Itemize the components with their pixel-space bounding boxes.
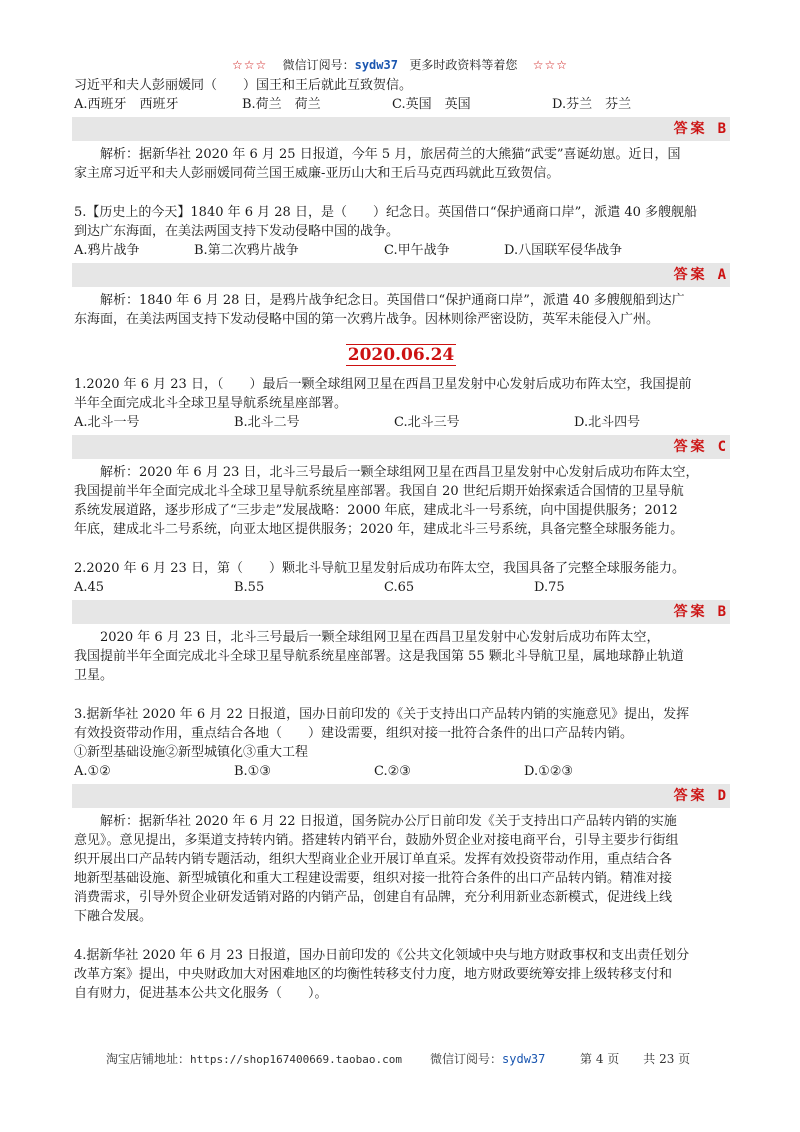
answer-bar bbox=[72, 263, 730, 287]
option-b: B.①③ bbox=[234, 764, 271, 779]
footer-wechat bbox=[430, 1050, 545, 1067]
question-line: ①新型基础设施②新型城镇化③重大工程 bbox=[74, 745, 309, 760]
options-row bbox=[74, 762, 728, 781]
header-stars-right: ☆☆☆ bbox=[532, 58, 568, 72]
question-3 bbox=[74, 705, 728, 926]
options-row bbox=[74, 95, 728, 114]
answer-label: 答案 bbox=[673, 267, 708, 283]
header-slogan: 更多时政资料等着您 bbox=[409, 58, 518, 72]
option-a: A.45 bbox=[74, 580, 105, 595]
question-4 bbox=[74, 946, 728, 1003]
analysis-line: 地新型基础设施、新型城镇化和重大工程建设需要，组织对接一批符合条件的出口产品转内销。精准对接 bbox=[74, 871, 673, 886]
question-line: 4.据新华社 2020 年 6 月 23 日报道，国办日前印发的《公共文化领域中央与地方财政事权和支出责任划分 bbox=[74, 948, 690, 963]
option-a: A.西班牙 西班牙 bbox=[74, 97, 179, 112]
header-wechat-id: sydw37 bbox=[354, 58, 398, 72]
question-5 bbox=[74, 203, 728, 329]
analysis-line: 年底，建成北斗二号系统，向亚太地区提供服务；2020 年，建成北斗三号系统，具备完整全球服务能力。 bbox=[74, 522, 684, 537]
analysis-line: 解析：据新华社 2020 年 6 月 25 日报道，今年 5 月，旅居荷兰的大熊猫“武雯”喜诞幼崽。近日，国 bbox=[100, 147, 681, 162]
answer-value: D bbox=[717, 788, 726, 804]
answer-value: B bbox=[717, 604, 726, 620]
question-line: 半年全面完成北斗全球卫星导航系统星座部署。 bbox=[74, 396, 348, 411]
analysis-line: 我国提前半年全面完成北斗全球卫星导航系统星座部署。我国自 20 世纪后期开始探索适合国情的卫星导航 bbox=[74, 484, 684, 499]
question-line: 3.据新华社 2020 年 6 月 22 日报道，国办日前印发的《关于支持出口产品转内销的实施意见》提出，发挥 bbox=[74, 707, 690, 722]
option-c: C.65 bbox=[384, 580, 415, 595]
analysis-line: 我国提前半年全面完成北斗全球卫星导航系统星座部署。这是我国第 55 颗北斗导航卫星，属地球静止轨道 bbox=[74, 649, 684, 664]
shop-url[interactable]: https://shop167400669.taobao.com bbox=[190, 1053, 402, 1066]
document-body bbox=[74, 76, 728, 1003]
question-1 bbox=[74, 375, 728, 539]
analysis-line: 解析：2020 年 6 月 23 日，北斗三号最后一颗全球组网卫星在西昌卫星发射中心发射后成功布阵太空， bbox=[100, 465, 699, 480]
date-heading bbox=[74, 343, 728, 367]
analysis-line: 解析：1840 年 6 月 28 日，是鸦片战争纪念日。英国借口“保护通商口岸”，派遣 40 多艘舰船到达广 bbox=[100, 293, 685, 308]
answer-label: 答案 bbox=[673, 604, 708, 620]
answer-value: A bbox=[717, 267, 726, 283]
footer-wechat-id: sydw37 bbox=[502, 1052, 546, 1066]
date-heading-text: 2020.06.24 bbox=[347, 345, 455, 365]
page-header bbox=[0, 56, 800, 73]
option-b: B.55 bbox=[234, 580, 265, 595]
question-line: 1.2020 年 6 月 23 日，（ ）最后一颗全球组网卫星在西昌卫星发射中心发射后成功布阵太空，我国提前 bbox=[74, 377, 692, 392]
option-a: A.鸦片战争 bbox=[74, 243, 140, 258]
option-d: D.75 bbox=[534, 580, 565, 595]
question-line: 自有财力，促进基本公共文化服务（ ）。 bbox=[74, 986, 328, 1001]
option-c: C.英国 英国 bbox=[392, 97, 471, 112]
shop-address bbox=[106, 1050, 402, 1067]
question-prev bbox=[74, 76, 728, 183]
footer-wechat-label: 微信订阅号： bbox=[430, 1052, 503, 1066]
option-b: B.荷兰 荷兰 bbox=[242, 97, 321, 112]
question-line: 习近平和夫人彭丽媛同（ ）国王和王后就此互致贺信。 bbox=[74, 78, 413, 93]
option-c: C.北斗三号 bbox=[394, 415, 460, 430]
option-d: D.芬兰 芬兰 bbox=[552, 97, 632, 112]
question-line: 2.2020 年 6 月 23 日，第（ ）颗北斗导航卫星发射后成功布阵太空，我国具备了完整全球服务能力。 bbox=[74, 561, 685, 576]
question-line: 改革方案》提出，中央财政加大对困难地区的均衡性转移支付力度，地方财政要统筹安排上级转移支付和 bbox=[74, 967, 673, 982]
analysis-line: 织开展出口产品转内销专题活动，组织大型商业企业开展订单直采。发挥有效投资带动作用，重点结合各 bbox=[74, 852, 673, 867]
analysis-line: 2020 年 6 月 23 日，北斗三号最后一颗全球组网卫星在西昌卫星发射中心发射后成功布阵太空， bbox=[100, 630, 660, 645]
option-d: D.北斗四号 bbox=[574, 415, 641, 430]
option-a: A.①② bbox=[74, 764, 111, 779]
option-c: C.甲午战争 bbox=[384, 243, 450, 258]
answer-label: 答案 bbox=[673, 788, 708, 804]
page-number: 第 4 页 共 23 页 bbox=[580, 1052, 691, 1066]
analysis-line: 东海面，在美法两国支持下发动侵略中国的第一次鸦片战争。因林则徐严密设防，英军未能侵入广州。 bbox=[74, 312, 660, 327]
option-b: B.北斗二号 bbox=[234, 415, 300, 430]
question-line: 有效投资带动作用，重点结合各地（ ）建设需要，组织对接一批符合条件的出口产品转内销。 bbox=[74, 726, 634, 741]
analysis-line: 消费需求，引导外贸企业研发适销对路的内销产品，创建自有品牌，充分利用新业态新模式，促进线上线 bbox=[74, 890, 673, 905]
answer-bar bbox=[72, 117, 730, 141]
analysis-line: 下融合发展。 bbox=[74, 909, 153, 924]
answer-bar bbox=[72, 435, 730, 459]
option-a: A.北斗一号 bbox=[74, 415, 140, 430]
answer-value: C bbox=[717, 439, 726, 455]
analysis-line: 解析：据新华社 2020 年 6 月 22 日报道，国务院办公厅日前印发《关于支持出口产品转内销的实施 bbox=[100, 814, 677, 829]
options-row bbox=[74, 578, 728, 597]
analysis-line: 卫星。 bbox=[74, 668, 114, 683]
answer-label: 答案 bbox=[673, 439, 708, 455]
question-line: 5.【历史上的今天】1840 年 6 月 28 日，是（ ）纪念日。英国借口“保护通商口岸”，派遣 40 多艘舰船 bbox=[74, 205, 698, 220]
options-row bbox=[74, 241, 728, 260]
answer-bar bbox=[72, 600, 730, 624]
header-stars-left: ☆☆☆ bbox=[232, 58, 268, 72]
analysis-line: 家主席习近平和夫人彭丽媛同荷兰国王威廉-亚历山大和王后马克西玛就此互致贺信。 bbox=[74, 166, 560, 181]
shop-label: 淘宝店铺地址： bbox=[106, 1052, 191, 1066]
question-2 bbox=[74, 559, 728, 685]
analysis-line: 系统发展道路，逐步形成了“三步走”发展战略：2000 年底，建成北斗一号系统，向中国提供服务；2012 bbox=[74, 503, 678, 518]
answer-bar bbox=[72, 784, 730, 808]
option-b: B.第二次鸦片战争 bbox=[194, 243, 299, 258]
options-row bbox=[74, 413, 728, 432]
header-label: 微信订阅号： bbox=[282, 58, 355, 72]
option-d: D.①②③ bbox=[524, 764, 574, 779]
answer-label: 答案 bbox=[673, 121, 708, 137]
option-d: D.八国联军侵华战争 bbox=[504, 243, 623, 258]
question-line: 到达广东海面，在美法两国支持下发动侵略中国的战争。 bbox=[74, 224, 400, 239]
option-c: C.②③ bbox=[374, 764, 411, 779]
answer-value: B bbox=[717, 121, 726, 137]
analysis-line: 意见》。意见提出，多渠道支持转内销。搭建转内销平台，鼓励外贸企业对接电商平台，引导主要步行街组 bbox=[74, 833, 679, 848]
